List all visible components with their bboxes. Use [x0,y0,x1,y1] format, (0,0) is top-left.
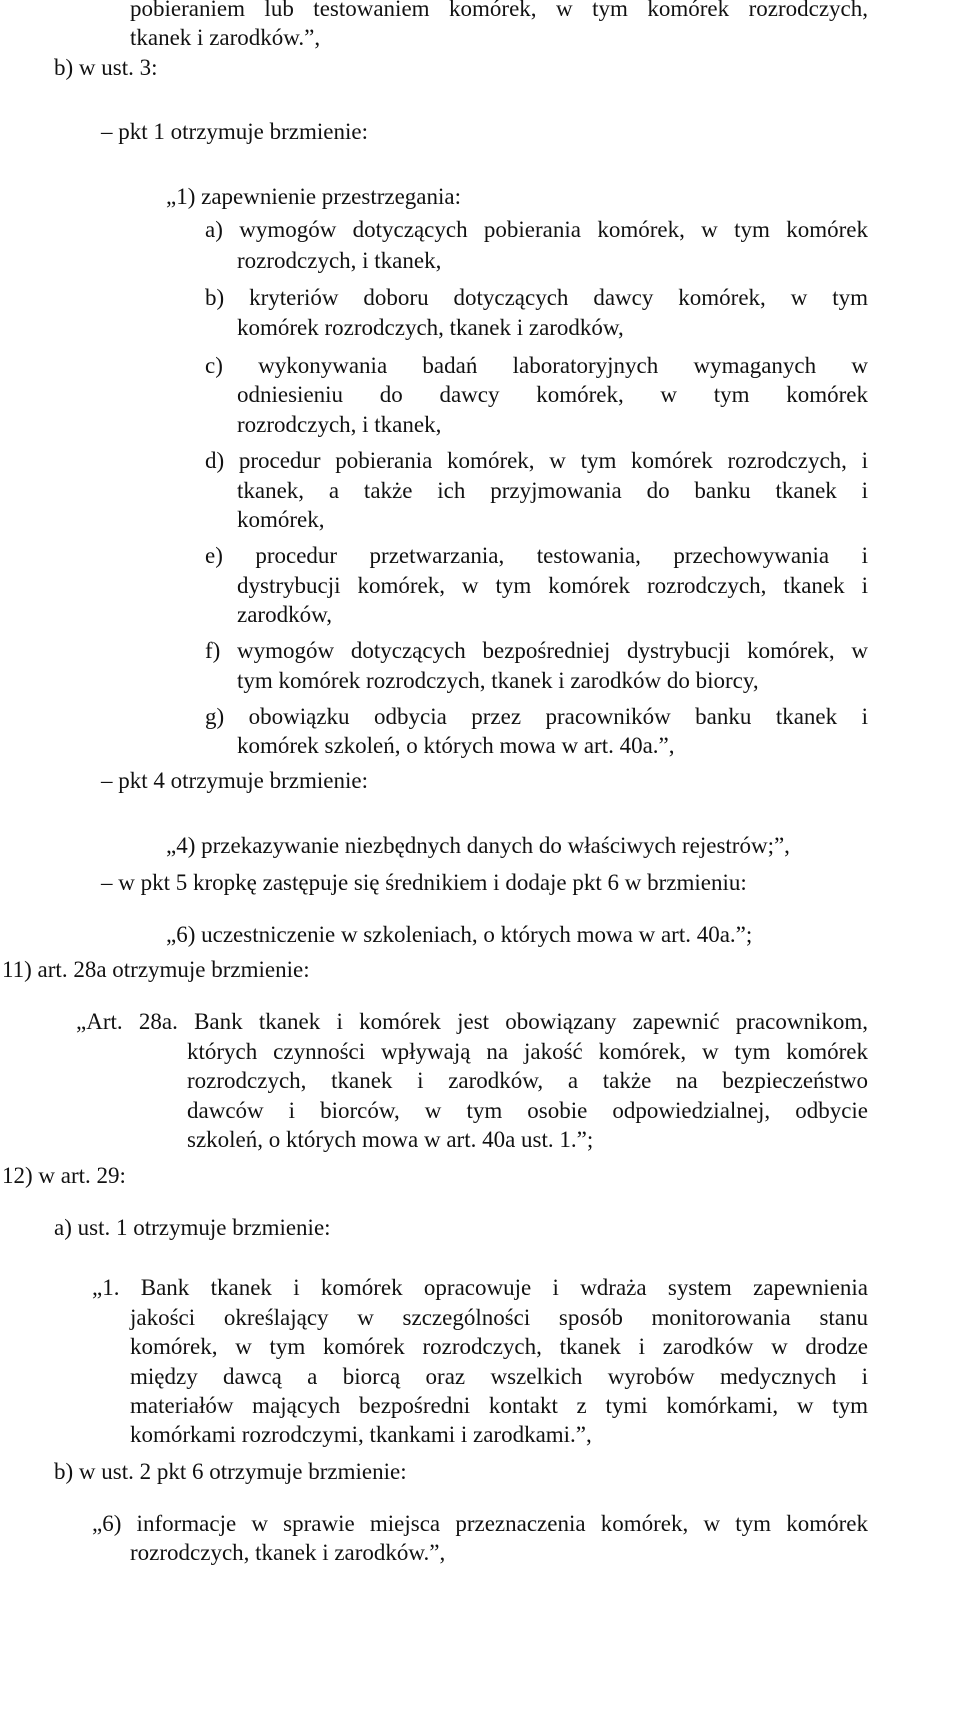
text-line: komórek rozrodczych, tkanek i zarodków, [237,315,624,340]
text-line: pobieraniem lub testowaniem komórek, w tym komórek rozrodczych, [130,0,868,21]
list-item-label: 12) w art. 29: [2,1163,126,1188]
dash-item: – pkt 4 otrzymuje brzmienie: [101,768,368,793]
dash-item: – w pkt 5 kropkę zastępuje się średnikiem i dodaje pkt 6 w brzmieniu: [101,870,747,895]
text-line: komórkami rozrodczymi, tkankami i zarodkami.”, [130,1422,592,1447]
text-line: dawców i biorców, w tym osobie odpowiedzialnej, odbycie [187,1098,868,1123]
text-line: rozrodczych, tkanek i zarodków.”, [130,1540,446,1565]
text-line: których czynności wpływają na jakość komórek, w tym komórek [187,1039,868,1064]
text-line: g) obowiązku odbycia przez pracowników banku tkanek i [205,704,868,729]
text-line: „6) informacje w sprawie miejsca przeznaczenia komórek, w tym komórek [92,1511,868,1536]
text-line: rozrodczych, i tkanek, [237,248,442,273]
text-line: dystrybucji komórek, w tym komórek rozrodczych, tkanek i [237,573,868,598]
text-line: a) wymogów dotyczących pobierania komórek, w tym komórek [205,217,868,242]
text-line: komórek szkoleń, o których mowa w art. 40a.”, [237,733,675,758]
quoted-point: „1) zapewnienie przestrzegania: [166,184,461,209]
text-line: rozrodczych, i tkanek, [237,412,442,437]
dash-item: – pkt 1 otrzymuje brzmienie: [101,119,368,144]
text-line: komórek, w tym komórek rozrodczych, tkanek i zarodków w drodze [130,1334,868,1359]
text-line: komórek, [237,507,325,532]
text-line: „Art. 28a. Bank tkanek i komórek jest obowiązany zapewnić pracownikom, [76,1009,868,1034]
text-line: jakości określający w szczególności sposób monitorowania stanu [130,1305,868,1330]
text-line: d) procedur pobierania komórek, w tym komórek rozrodczych, i [205,448,868,473]
quoted-point: „4) przekazywanie niezbędnych danych do właściwych rejestrów;”, [166,833,790,858]
list-item-label: 11) art. 28a otrzymuje brzmienie: [2,957,310,982]
text-line: materiałów mających bezpośredni kontakt z tymi komórkami, w tym [130,1393,868,1418]
text-line: tkanek, a także ich przyjmowania do banku tkanek i [237,478,868,503]
list-item-label: a) ust. 1 otrzymuje brzmienie: [54,1215,331,1240]
text-line: między dawcą a biorcą oraz wszelkich wyrobów medycznych i [130,1364,868,1389]
text-line: c) wykonywania badań laboratoryjnych wymaganych w [205,353,868,378]
text-line: tym komórek rozrodczych, tkanek i zarodków do biorcy, [237,668,759,693]
list-item-label: b) w ust. 2 pkt 6 otrzymuje brzmienie: [54,1459,407,1484]
text-line: tkanek i zarodków.”, [130,25,321,50]
text-line: e) procedur przetwarzania, testowania, przechowywania i [205,543,868,568]
text-line: „1. Bank tkanek i komórek opracowuje i wdraża system zapewnienia [92,1275,868,1300]
text-line: zarodków, [237,602,332,627]
text-line: rozrodczych, tkanek i zarodków, a także na bezpieczeństwo [187,1068,868,1093]
text-line: f) wymogów dotyczących bezpośredniej dystrybucji komórek, w [205,638,868,663]
list-item-label: b) w ust. 3: [54,55,158,80]
text-line: odniesieniu do dawcy komórek, w tym komórek [237,382,868,407]
text-line: szkoleń, o których mowa w art. 40a ust. 1.”; [187,1127,594,1152]
text-line: b) kryteriów doboru dotyczących dawcy komórek, w tym [205,285,868,310]
quoted-point: „6) uczestniczenie w szkoleniach, o których mowa w art. 40a.”; [166,922,753,947]
